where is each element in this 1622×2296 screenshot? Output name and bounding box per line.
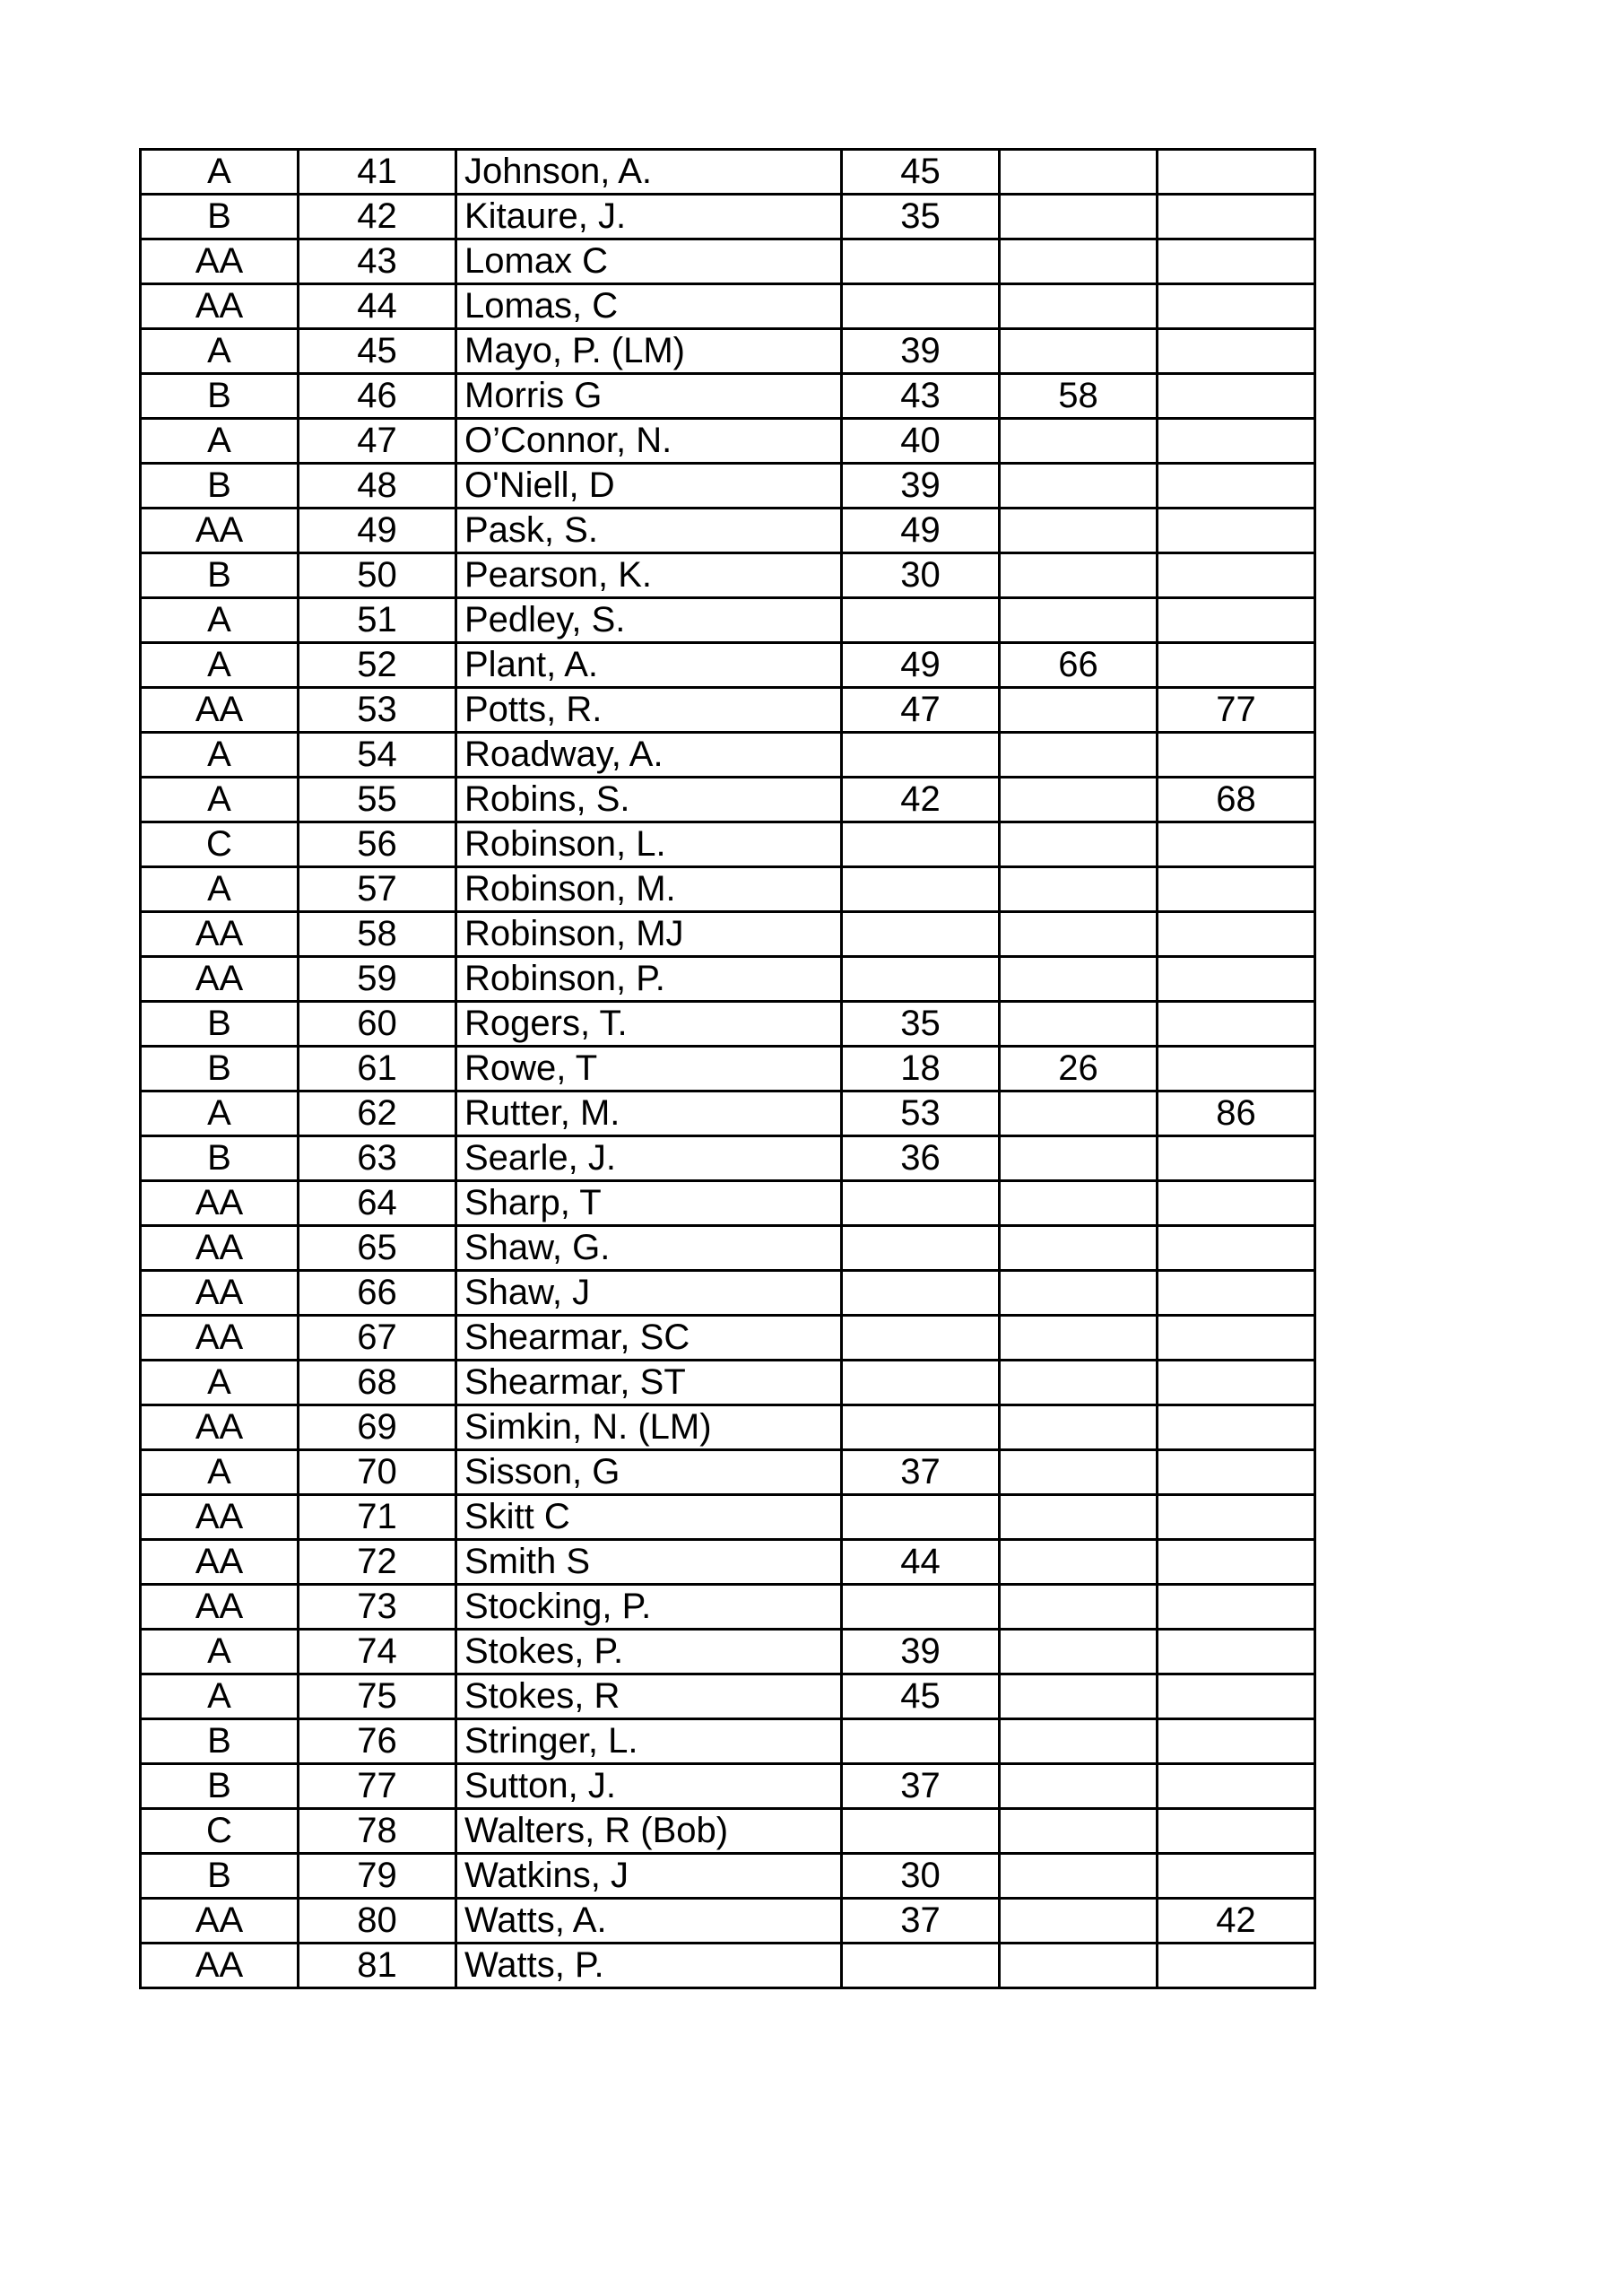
- grade-cell: AA: [141, 1944, 299, 1988]
- table-row: [141, 419, 1315, 464]
- score-1-cell: 37: [842, 1899, 1000, 1944]
- grade-cell: B: [141, 1854, 299, 1899]
- score-2-cell: [1000, 1405, 1158, 1450]
- member-number-cell: 43: [299, 239, 456, 284]
- table-row: [141, 822, 1315, 867]
- table-row: [141, 1540, 1315, 1585]
- member-number-cell: 47: [299, 419, 456, 464]
- member-number-cell: 80: [299, 1899, 456, 1944]
- member-number-cell: 52: [299, 643, 456, 688]
- member-name-cell: Pearson, K.: [456, 553, 842, 598]
- score-3-cell: [1158, 1764, 1315, 1809]
- score-3-cell: [1158, 822, 1315, 867]
- score-3-cell: [1158, 598, 1315, 643]
- table-row: [141, 1719, 1315, 1764]
- member-number-cell: 66: [299, 1271, 456, 1316]
- member-number-cell: 67: [299, 1316, 456, 1361]
- score-1-cell: 43: [842, 374, 1000, 419]
- score-3-cell: [1158, 1361, 1315, 1405]
- member-number-cell: 49: [299, 509, 456, 553]
- member-name-cell: Watkins, J: [456, 1854, 842, 1899]
- member-number-cell: 63: [299, 1136, 456, 1181]
- member-number-cell: 72: [299, 1540, 456, 1585]
- score-1-cell: 37: [842, 1450, 1000, 1495]
- table-row: [141, 598, 1315, 643]
- score-1-cell: [842, 822, 1000, 867]
- table-row: [141, 1809, 1315, 1854]
- member-number-cell: 50: [299, 553, 456, 598]
- score-3-cell: [1158, 1136, 1315, 1181]
- grade-cell: B: [141, 374, 299, 419]
- score-3-cell: [1158, 1809, 1315, 1854]
- score-1-cell: 45: [842, 150, 1000, 195]
- member-number-cell: 69: [299, 1405, 456, 1450]
- score-1-cell: [842, 1944, 1000, 1988]
- member-name-cell: O'Niell, D: [456, 464, 842, 509]
- member-number-cell: 58: [299, 912, 456, 957]
- score-2-cell: [1000, 1764, 1158, 1809]
- score-1-cell: 44: [842, 1540, 1000, 1585]
- grade-cell: AA: [141, 1316, 299, 1361]
- member-name-cell: Watts, P.: [456, 1944, 842, 1988]
- member-name-cell: Pedley, S.: [456, 598, 842, 643]
- member-number-cell: 76: [299, 1719, 456, 1764]
- member-name-cell: Shearmar, SC: [456, 1316, 842, 1361]
- grade-cell: A: [141, 1450, 299, 1495]
- member-number-cell: 71: [299, 1495, 456, 1540]
- table-row: [141, 1181, 1315, 1226]
- score-1-cell: 39: [842, 464, 1000, 509]
- score-2-cell: [1000, 419, 1158, 464]
- grade-cell: C: [141, 1809, 299, 1854]
- table-row: [141, 912, 1315, 957]
- table-row: [141, 1495, 1315, 1540]
- member-name-cell: Robinson, MJ: [456, 912, 842, 957]
- table-row: [141, 1316, 1315, 1361]
- score-2-cell: [1000, 284, 1158, 329]
- score-3-cell: [1158, 1719, 1315, 1764]
- member-name-cell: Shaw, G.: [456, 1226, 842, 1271]
- member-name-cell: Robinson, L.: [456, 822, 842, 867]
- score-2-cell: [1000, 150, 1158, 195]
- score-3-cell: [1158, 733, 1315, 778]
- score-1-cell: 39: [842, 329, 1000, 374]
- grade-cell: A: [141, 329, 299, 374]
- score-1-cell: 30: [842, 553, 1000, 598]
- score-2-cell: [1000, 1136, 1158, 1181]
- member-number-cell: 55: [299, 778, 456, 822]
- table-row: [141, 688, 1315, 733]
- members-table: [139, 148, 1316, 1989]
- grade-cell: B: [141, 1719, 299, 1764]
- grade-cell: A: [141, 778, 299, 822]
- score-2-cell: [1000, 733, 1158, 778]
- member-number-cell: 73: [299, 1585, 456, 1630]
- grade-cell: B: [141, 1047, 299, 1091]
- score-1-cell: [842, 1719, 1000, 1764]
- grade-cell: A: [141, 733, 299, 778]
- member-number-cell: 57: [299, 867, 456, 912]
- member-number-cell: 61: [299, 1047, 456, 1091]
- member-name-cell: Mayo, P. (LM): [456, 329, 842, 374]
- score-1-cell: [842, 733, 1000, 778]
- member-name-cell: Plant, A.: [456, 643, 842, 688]
- score-1-cell: 30: [842, 1854, 1000, 1899]
- member-name-cell: Pask, S.: [456, 509, 842, 553]
- member-name-cell: Shaw, J: [456, 1271, 842, 1316]
- member-number-cell: 78: [299, 1809, 456, 1854]
- member-name-cell: Stokes, R: [456, 1674, 842, 1719]
- score-1-cell: [842, 598, 1000, 643]
- table-row: [141, 1361, 1315, 1405]
- table-row: [141, 1002, 1315, 1047]
- table-row: [141, 778, 1315, 822]
- grade-cell: AA: [141, 1495, 299, 1540]
- member-number-cell: 53: [299, 688, 456, 733]
- score-3-cell: 86: [1158, 1091, 1315, 1136]
- score-1-cell: 45: [842, 1674, 1000, 1719]
- table-row: [141, 1630, 1315, 1674]
- table-row: [141, 150, 1315, 195]
- score-2-cell: [1000, 1181, 1158, 1226]
- score-1-cell: [842, 239, 1000, 284]
- score-2-cell: [1000, 1674, 1158, 1719]
- member-name-cell: Stringer, L.: [456, 1719, 842, 1764]
- table-row: [141, 1136, 1315, 1181]
- score-2-cell: [1000, 1361, 1158, 1405]
- member-name-cell: Sisson, G: [456, 1450, 842, 1495]
- member-name-cell: Roadway, A.: [456, 733, 842, 778]
- score-1-cell: [842, 957, 1000, 1002]
- member-number-cell: 45: [299, 329, 456, 374]
- grade-cell: AA: [141, 688, 299, 733]
- table-row: [141, 239, 1315, 284]
- member-name-cell: Smith S: [456, 1540, 842, 1585]
- member-name-cell: Sutton, J.: [456, 1764, 842, 1809]
- table-row: [141, 1271, 1315, 1316]
- table-row: [141, 464, 1315, 509]
- member-name-cell: Searle, J.: [456, 1136, 842, 1181]
- member-number-cell: 64: [299, 1181, 456, 1226]
- score-2-cell: [1000, 553, 1158, 598]
- member-name-cell: Potts, R.: [456, 688, 842, 733]
- score-2-cell: [1000, 1809, 1158, 1854]
- score-1-cell: 37: [842, 1764, 1000, 1809]
- member-number-cell: 46: [299, 374, 456, 419]
- member-number-cell: 41: [299, 150, 456, 195]
- member-number-cell: 60: [299, 1002, 456, 1047]
- member-name-cell: Shearmar, ST: [456, 1361, 842, 1405]
- grade-cell: AA: [141, 957, 299, 1002]
- score-3-cell: [1158, 1002, 1315, 1047]
- grade-cell: A: [141, 1361, 299, 1405]
- member-number-cell: 68: [299, 1361, 456, 1405]
- member-number-cell: 77: [299, 1764, 456, 1809]
- table-row: [141, 1899, 1315, 1944]
- score-2-cell: [1000, 1226, 1158, 1271]
- score-1-cell: 36: [842, 1136, 1000, 1181]
- score-2-cell: [1000, 867, 1158, 912]
- grade-cell: AA: [141, 1540, 299, 1585]
- table-row: [141, 1854, 1315, 1899]
- grade-cell: A: [141, 1674, 299, 1719]
- score-3-cell: [1158, 867, 1315, 912]
- score-3-cell: [1158, 912, 1315, 957]
- score-2-cell: [1000, 957, 1158, 1002]
- member-name-cell: Rogers, T.: [456, 1002, 842, 1047]
- member-number-cell: 70: [299, 1450, 456, 1495]
- grade-cell: B: [141, 1764, 299, 1809]
- table-row: [141, 509, 1315, 553]
- table-row: [141, 1764, 1315, 1809]
- member-name-cell: Skitt C: [456, 1495, 842, 1540]
- grade-cell: B: [141, 1136, 299, 1181]
- score-3-cell: [1158, 1181, 1315, 1226]
- score-2-cell: [1000, 688, 1158, 733]
- score-3-cell: [1158, 1495, 1315, 1540]
- member-number-cell: 56: [299, 822, 456, 867]
- member-name-cell: Morris G: [456, 374, 842, 419]
- table-row: [141, 867, 1315, 912]
- member-number-cell: 51: [299, 598, 456, 643]
- score-1-cell: [842, 284, 1000, 329]
- score-1-cell: [842, 1405, 1000, 1450]
- score-3-cell: [1158, 643, 1315, 688]
- member-number-cell: 74: [299, 1630, 456, 1674]
- grade-cell: AA: [141, 912, 299, 957]
- score-1-cell: 42: [842, 778, 1000, 822]
- score-3-cell: [1158, 1630, 1315, 1674]
- member-name-cell: Kitaure, J.: [456, 195, 842, 239]
- member-name-cell: Rowe, T: [456, 1047, 842, 1091]
- score-2-cell: [1000, 1450, 1158, 1495]
- score-2-cell: [1000, 195, 1158, 239]
- score-1-cell: [842, 1226, 1000, 1271]
- score-2-cell: [1000, 1719, 1158, 1764]
- member-name-cell: Stocking, P.: [456, 1585, 842, 1630]
- member-name-cell: Robinson, M.: [456, 867, 842, 912]
- score-1-cell: [842, 1316, 1000, 1361]
- member-number-cell: 42: [299, 195, 456, 239]
- score-3-cell: [1158, 329, 1315, 374]
- score-3-cell: [1158, 1047, 1315, 1091]
- member-name-cell: Johnson, A.: [456, 150, 842, 195]
- score-2-cell: [1000, 1854, 1158, 1899]
- score-2-cell: [1000, 822, 1158, 867]
- table-row: [141, 733, 1315, 778]
- grade-cell: AA: [141, 1226, 299, 1271]
- grade-cell: B: [141, 553, 299, 598]
- grade-cell: B: [141, 195, 299, 239]
- score-2-cell: [1000, 778, 1158, 822]
- table-row: [141, 374, 1315, 419]
- score-3-cell: [1158, 419, 1315, 464]
- score-3-cell: [1158, 1226, 1315, 1271]
- member-name-cell: Robinson, P.: [456, 957, 842, 1002]
- score-2-cell: 66: [1000, 643, 1158, 688]
- score-2-cell: [1000, 1002, 1158, 1047]
- grade-cell: A: [141, 419, 299, 464]
- score-3-cell: [1158, 957, 1315, 1002]
- score-2-cell: [1000, 1585, 1158, 1630]
- table-row: [141, 195, 1315, 239]
- score-3-cell: [1158, 1450, 1315, 1495]
- score-3-cell: [1158, 239, 1315, 284]
- grade-cell: A: [141, 643, 299, 688]
- grade-cell: AA: [141, 509, 299, 553]
- score-1-cell: 49: [842, 509, 1000, 553]
- grade-cell: B: [141, 464, 299, 509]
- score-1-cell: 40: [842, 419, 1000, 464]
- score-1-cell: [842, 1809, 1000, 1854]
- score-2-cell: 26: [1000, 1047, 1158, 1091]
- score-1-cell: 18: [842, 1047, 1000, 1091]
- member-number-cell: 79: [299, 1854, 456, 1899]
- score-3-cell: [1158, 284, 1315, 329]
- score-3-cell: [1158, 1316, 1315, 1361]
- score-2-cell: [1000, 1495, 1158, 1540]
- member-name-cell: O’Connor, N.: [456, 419, 842, 464]
- table-row: [141, 1047, 1315, 1091]
- member-name-cell: Lomas, C: [456, 284, 842, 329]
- grade-cell: AA: [141, 239, 299, 284]
- member-number-cell: 65: [299, 1226, 456, 1271]
- table-row: [141, 1674, 1315, 1719]
- member-number-cell: 48: [299, 464, 456, 509]
- table-row: [141, 643, 1315, 688]
- score-1-cell: [842, 1585, 1000, 1630]
- member-number-cell: 54: [299, 733, 456, 778]
- table-row: [141, 1585, 1315, 1630]
- score-3-cell: [1158, 1944, 1315, 1988]
- grade-cell: A: [141, 1091, 299, 1136]
- score-3-cell: 77: [1158, 688, 1315, 733]
- score-1-cell: 39: [842, 1630, 1000, 1674]
- member-name-cell: Stokes, P.: [456, 1630, 842, 1674]
- table-row: [141, 553, 1315, 598]
- score-3-cell: [1158, 1540, 1315, 1585]
- members-table-body: [141, 150, 1315, 1988]
- table-row: [141, 284, 1315, 329]
- member-number-cell: 44: [299, 284, 456, 329]
- score-1-cell: [842, 1495, 1000, 1540]
- grade-cell: A: [141, 867, 299, 912]
- grade-cell: AA: [141, 1181, 299, 1226]
- score-3-cell: [1158, 150, 1315, 195]
- score-1-cell: 35: [842, 1002, 1000, 1047]
- score-2-cell: [1000, 1540, 1158, 1585]
- score-3-cell: [1158, 464, 1315, 509]
- score-2-cell: [1000, 598, 1158, 643]
- score-2-cell: [1000, 912, 1158, 957]
- member-name-cell: Robins, S.: [456, 778, 842, 822]
- score-2-cell: 58: [1000, 374, 1158, 419]
- score-2-cell: [1000, 509, 1158, 553]
- table-row: [141, 329, 1315, 374]
- grade-cell: AA: [141, 284, 299, 329]
- table-row: [141, 957, 1315, 1002]
- score-2-cell: [1000, 1316, 1158, 1361]
- grade-cell: AA: [141, 1271, 299, 1316]
- grade-cell: AA: [141, 1405, 299, 1450]
- table-row: [141, 1405, 1315, 1450]
- score-3-cell: [1158, 553, 1315, 598]
- score-3-cell: [1158, 1674, 1315, 1719]
- table-row: [141, 1450, 1315, 1495]
- grade-cell: C: [141, 822, 299, 867]
- table-row: [141, 1226, 1315, 1271]
- score-1-cell: [842, 1181, 1000, 1226]
- grade-cell: B: [141, 1002, 299, 1047]
- member-name-cell: Lomax C: [456, 239, 842, 284]
- member-number-cell: 59: [299, 957, 456, 1002]
- member-name-cell: Rutter, M.: [456, 1091, 842, 1136]
- score-3-cell: [1158, 374, 1315, 419]
- score-3-cell: [1158, 509, 1315, 553]
- score-3-cell: [1158, 1854, 1315, 1899]
- member-number-cell: 81: [299, 1944, 456, 1988]
- score-3-cell: 68: [1158, 778, 1315, 822]
- score-1-cell: 53: [842, 1091, 1000, 1136]
- score-3-cell: [1158, 1585, 1315, 1630]
- member-name-cell: Simkin, N. (LM): [456, 1405, 842, 1450]
- score-2-cell: [1000, 1630, 1158, 1674]
- grade-cell: A: [141, 150, 299, 195]
- score-1-cell: [842, 867, 1000, 912]
- grade-cell: AA: [141, 1585, 299, 1630]
- score-2-cell: [1000, 1899, 1158, 1944]
- member-number-cell: 62: [299, 1091, 456, 1136]
- member-name-cell: Walters, R (Bob): [456, 1809, 842, 1854]
- grade-cell: A: [141, 1630, 299, 1674]
- score-3-cell: [1158, 1405, 1315, 1450]
- score-1-cell: 47: [842, 688, 1000, 733]
- score-3-cell: 42: [1158, 1899, 1315, 1944]
- score-3-cell: [1158, 1271, 1315, 1316]
- score-2-cell: [1000, 1944, 1158, 1988]
- score-2-cell: [1000, 1271, 1158, 1316]
- score-2-cell: [1000, 329, 1158, 374]
- score-1-cell: [842, 1271, 1000, 1316]
- score-1-cell: 49: [842, 643, 1000, 688]
- score-1-cell: [842, 1361, 1000, 1405]
- score-2-cell: [1000, 1091, 1158, 1136]
- grade-cell: A: [141, 598, 299, 643]
- score-1-cell: 35: [842, 195, 1000, 239]
- score-1-cell: [842, 912, 1000, 957]
- table-row: [141, 1944, 1315, 1988]
- member-name-cell: Sharp, T: [456, 1181, 842, 1226]
- member-number-cell: 75: [299, 1674, 456, 1719]
- grade-cell: AA: [141, 1899, 299, 1944]
- score-3-cell: [1158, 195, 1315, 239]
- table-row: [141, 1091, 1315, 1136]
- score-2-cell: [1000, 464, 1158, 509]
- member-name-cell: Watts, A.: [456, 1899, 842, 1944]
- score-2-cell: [1000, 239, 1158, 284]
